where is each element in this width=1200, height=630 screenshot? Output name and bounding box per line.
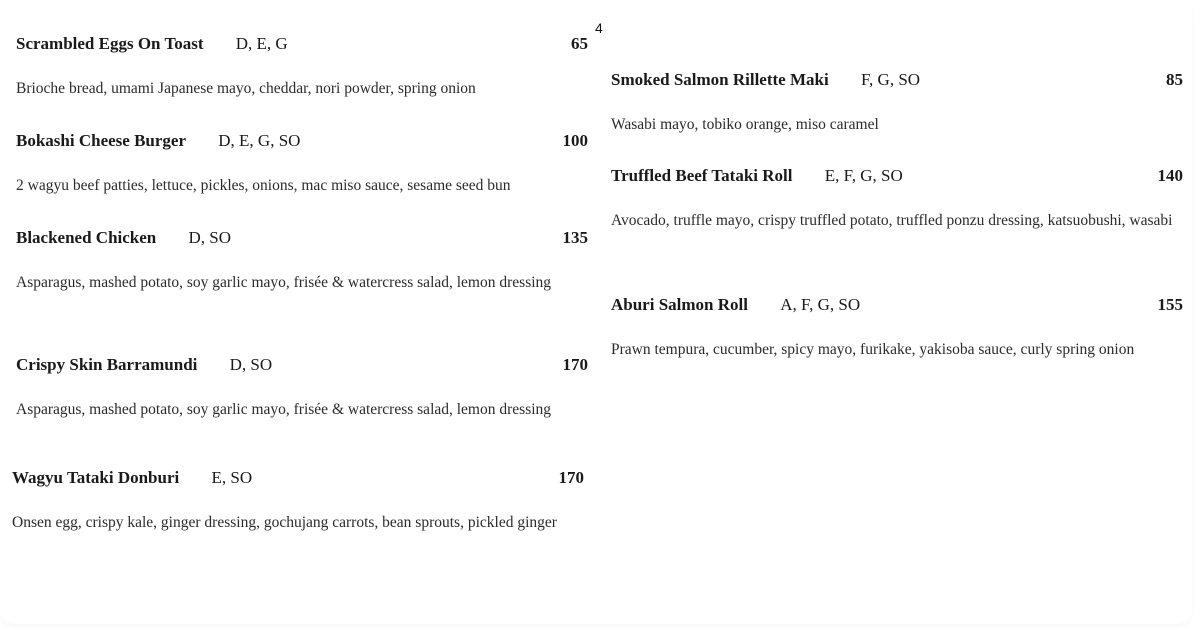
menu-item-allergens: F, G, SO — [860, 70, 921, 89]
menu-item-allergens: E, SO — [211, 468, 253, 487]
menu-item-price: 140 — [1157, 166, 1183, 185]
menu-item-price: 155 — [1157, 295, 1183, 314]
menu-item-price: 100 — [562, 131, 588, 150]
menu-item-price: 135 — [562, 228, 588, 247]
menu-item-name: Bokashi Cheese Burger — [16, 131, 186, 150]
menu-item-name: Scrambled Eggs On Toast — [16, 34, 204, 53]
menu-item-name: Wagyu Tataki Donburi — [12, 468, 180, 487]
menu-item-description: Wasabi mayo, tobiko orange, miso caramel — [611, 116, 879, 133]
menu-item-allergens: A, F, G, SO — [780, 295, 861, 314]
menu-item-name: Blackened Chicken — [16, 228, 157, 247]
menu-item-price: 85 — [1166, 70, 1183, 89]
menu-item-header — [16, 226, 588, 250]
menu-item-scrambled-eggs — [16, 32, 588, 104]
menu-item-allergens: E, F, G, SO — [824, 166, 903, 185]
menu-item-description: Onsen egg, crispy kale, ginger dressing, gochujang carrots, bean sprouts, pickled ginger — [12, 514, 557, 531]
menu-item-description: Prawn tempura, cucumber, spicy mayo, furikake, yakisoba sauce, curly spring onion — [611, 341, 1135, 358]
menu-item-price: 65 — [571, 34, 588, 53]
page-number: 4 — [595, 20, 603, 36]
menu-item-aburi-salmon-roll — [611, 293, 1183, 365]
menu-item-description: Brioche bread, umami Japanese mayo, cheddar, nori powder, spring onion — [16, 80, 476, 97]
menu-item-header — [611, 293, 1183, 317]
menu-item-crispy-barramundi — [16, 353, 588, 425]
menu-item-wagyu-donburi — [12, 466, 584, 538]
menu-item-description-clip — [16, 250, 561, 342]
menu-item-header — [611, 164, 1183, 188]
menu-item-price: 170 — [562, 355, 588, 374]
menu-item-description: Asparagus, mashed potato, soy garlic mayo, frisée & watercress salad, lemon dressing — [16, 274, 552, 291]
menu-item-allergens: D, SO — [229, 355, 273, 374]
menu-item-name: Aburi Salmon Roll — [611, 295, 748, 314]
menu-item-allergens: D, E, G — [235, 34, 288, 53]
menu-item-description: 2 wagyu beef patties, lettuce, pickles, onions, mac miso sauce, sesame seed bun — [16, 177, 511, 194]
menu-item-name: Crispy Skin Barramundi — [16, 355, 198, 374]
menu-item-name: Smoked Salmon Rillette Maki — [611, 70, 829, 89]
menu-item-header — [16, 353, 588, 377]
menu-item-name: Truffled Beef Tataki Roll — [611, 166, 793, 185]
menu-item-bokashi-burger — [16, 129, 588, 201]
menu-item-header — [611, 68, 1183, 92]
menu-item-header — [16, 32, 588, 56]
menu-item-blackened-chicken — [16, 226, 588, 342]
menu-item-header — [12, 466, 584, 490]
menu-item-price: 170 — [558, 468, 584, 487]
menu-item-header — [16, 129, 588, 153]
menu-item-description: Avocado, truffle mayo, crispy truffled potato, truffled ponzu dressing, katsuobushi, wasabi — [611, 212, 1173, 229]
menu-item-allergens: D, E, G, SO — [218, 131, 301, 150]
menu-item-truffled-beef-roll — [611, 164, 1183, 236]
menu-item-salmon-rillette-maki — [611, 68, 1183, 140]
menu-item-allergens: D, SO — [188, 228, 232, 247]
menu-item-description: Asparagus, mashed potato, soy garlic mayo, frisée & watercress salad, lemon dressing — [16, 401, 552, 418]
